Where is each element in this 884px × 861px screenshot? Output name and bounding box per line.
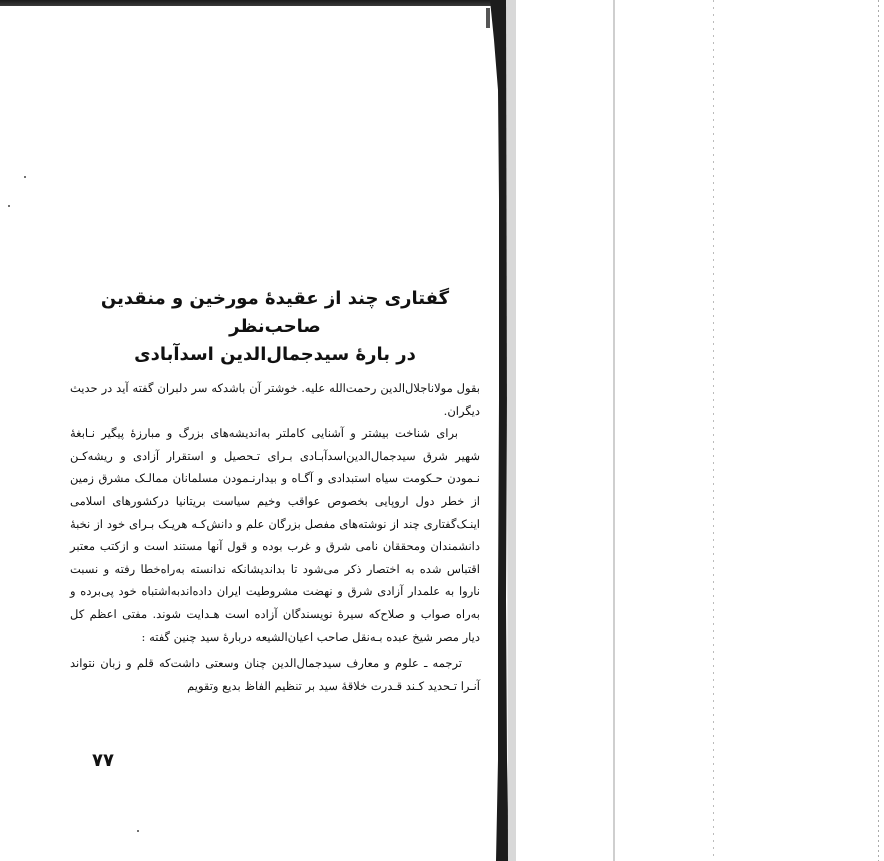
facing-page-fold-line	[613, 0, 615, 861]
intro-quote: بقول مولاناجلال‌الدین رحمت‌الله علیه. خوشتر آن باشدکه سر دلبران گفته آید در حدیث دیگران.	[70, 381, 480, 418]
chapter-title-line-1: گفتاری چند از عقیدهٔ مورخین و منقدین صاحب‌نظر	[100, 288, 450, 337]
scan-top-edge-shadow	[0, 0, 515, 6]
scan-speck	[8, 205, 10, 207]
facing-page-edge-line	[878, 0, 879, 861]
page-body-text	[70, 377, 480, 697]
chapter-title-line-2: در بارهٔ سیدجمال‌الدین اسدآبادی	[134, 344, 416, 365]
page-number: ۷۷	[92, 750, 114, 771]
paragraph-translation: ترجمه ـ علوم و معارف سیدجمال‌الدین چنان وسعتی داشت‌که قلم و زبان نتواند آنـرا تـحدید کـند قـدرت خلاقهٔ سید بر تنظیم الفاظ بدیع وتقویم	[70, 656, 480, 693]
facing-page-noise-line	[713, 0, 714, 861]
chapter-title	[70, 285, 480, 369]
scan-speck	[24, 176, 26, 178]
book-page	[70, 285, 480, 697]
book-spine-shadow	[486, 0, 516, 861]
paragraph-introduction: برای شناخت بیشتر و آشنایی کاملتر به‌اندیشه‌های بزرگ و مبارزهٔ پیگیر نـابغهٔ شهیر شرق سیدجمال‌الدین‌اسدآبـادی بـرای تـحصیل و استقرار آزادی و ریشه‌کـن نـمودن حـکومت سیاه استبدادی و آگـاه و بیدارنـمودن مسلمانان ممالـک مشرق زمین از خطر دول اروپایی بخصوص عواقب وخیم سیاست بریتانیا درکشورهای اسلامی اینـک‌گفتاری چند از نوشته‌های مفصل بزرگان علم و دانش‌کـه هریـک بـرای خود از نخبهٔ دانشمندان ومحققان نامی شرق و غرب بوده و قول آنها مستند است و ازکتب معتبر اقتباس شده به اختصار ذکر می‌شود تا بداندیشانکه ندانسته به‌راه‌خطا رفته و نسبت ناروا به علمدار آزادی شرق و نهضت مشروطیت ایران داده‌اندبه‌اشتباه خود پی‌برده و به‌راه صواب و صلاح‌که سیرهٔ نویسندگان آزاده است هـدایت شوند. مفتی اعظم کل دیار مصر شیخ عبده بـه‌نقل صاحب اعیان‌الشیعه دربارهٔ سید چنین گفته :	[70, 426, 480, 644]
scan-speck	[137, 830, 139, 832]
